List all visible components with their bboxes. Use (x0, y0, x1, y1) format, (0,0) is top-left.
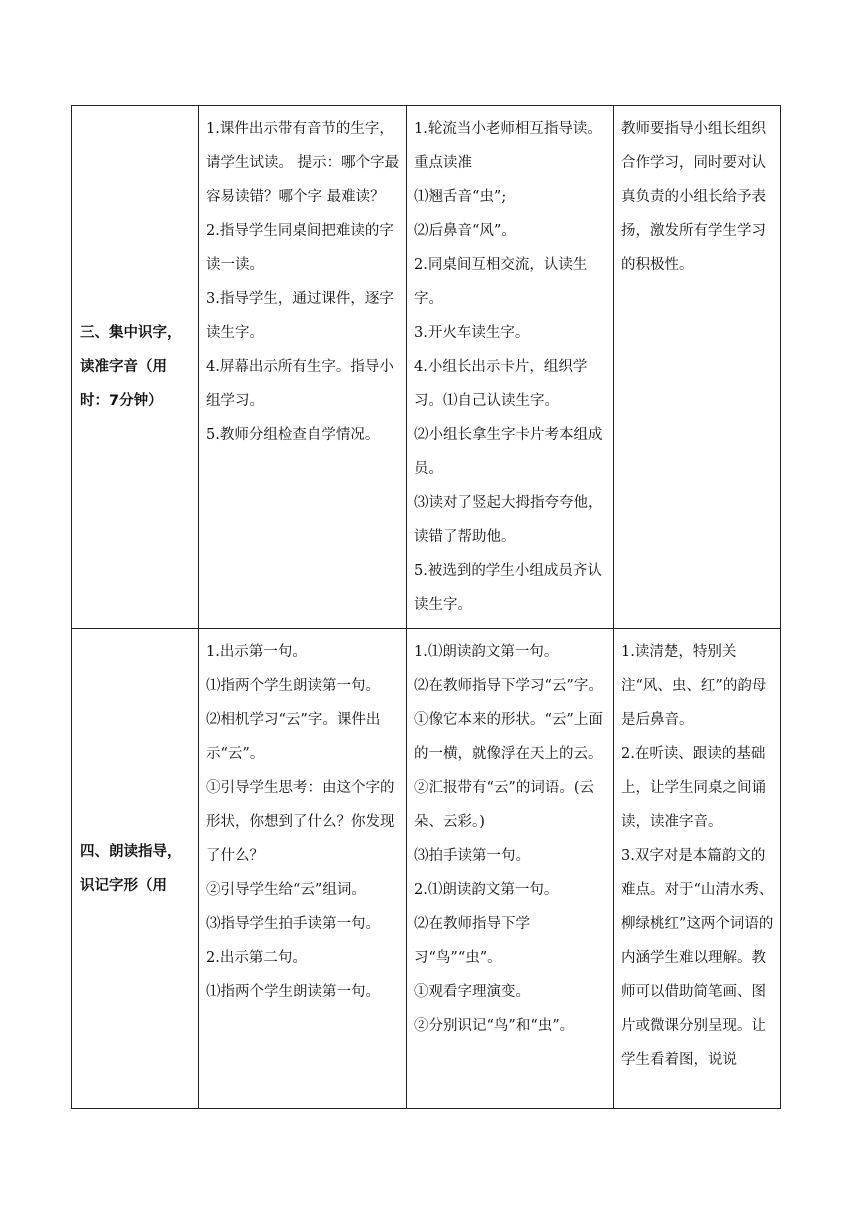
text-line: ⑴指两个学生朗读第一句。 (206, 678, 380, 694)
text-line: 4.小组长出示卡片，组织学习。⑴自己认读生字。 (414, 359, 588, 409)
text-line: 1.轮流当小老师相互指导读。重点读准 (414, 121, 602, 171)
text-line: ⑴翘舌音“虫”; (414, 189, 507, 205)
text-line: 2.同桌间互相交流，认读生字。 (414, 257, 588, 307)
teacher-activity-cell (199, 629, 407, 1109)
design-notes-cell (614, 629, 781, 1109)
text-line: ②分别识记“鸟”和“虫”。 (414, 1018, 575, 1034)
text-line: 2.出示第二句。 (206, 950, 307, 966)
text-line: 2.在听读、跟读的基础上，让学生同桌之间诵读，读准字音。 (621, 746, 766, 830)
text-line: ①观看字理演变。 (414, 984, 530, 1000)
stage-label: 三、集中识字，读准字音（用时：7分钟） (80, 325, 182, 409)
table-row (72, 629, 781, 1109)
student-activity-cell (407, 629, 614, 1109)
text-line: ⑶拍手读第一句。 (414, 848, 530, 864)
student-activity-cell (407, 106, 614, 629)
text-line: ⑶指导学生拍手读第一句。 (206, 916, 380, 932)
stage-cell (72, 106, 199, 629)
stage-cell (72, 629, 199, 1109)
teacher-activity-cell (199, 106, 407, 629)
text-line: 2.⑴朗读韵文第一句。 (414, 882, 559, 898)
text-line: ⑵相机学习“云”字。课件出示“云”。 (206, 712, 381, 762)
text-line: 5.教师分组检查自学情况。 (206, 427, 380, 443)
text-line: ⑴指两个学生朗读第一句。 (206, 984, 380, 1000)
text-line: 2.指导学生同桌间把难读的字读一读。 (206, 223, 394, 273)
text-line: ②引导学生给“云”组词。 (206, 882, 366, 898)
text-line: 3.指导学生，通过课件，逐字读生字。 (206, 291, 394, 341)
lesson-plan-table (71, 105, 781, 1109)
text-line: ⑵在教师指导下学习“鸟”“虫”。 (414, 916, 530, 966)
text-line: 教师要指导小组长组织合作学习，同时要对认真负责的小组长给予表扬，激发所有学生学习的积极性。 (621, 121, 766, 273)
text-line: ①像它本来的形状。“云”上面的一横，就像浮在天上的云。 (414, 712, 603, 762)
text-line: 1.出示第一句。 (206, 644, 307, 660)
text-line: ⑵小组长拿生字卡片考本组成员。 (414, 427, 603, 477)
text-line: ⑵后鼻音“风”。 (414, 223, 516, 239)
text-line: 1.课件出示带有音节的生字，请学生试读。 提示：哪个字最容易读错？哪个字 最难读？ (206, 121, 400, 205)
text-line: ①引导学生思考：由这个字的形状，你想到了什么？你发现了什么？ (206, 780, 395, 864)
text-line: 1.读清楚，特别关注“风、虫、红”的韵母是后鼻音。 (621, 644, 767, 728)
design-notes-cell (614, 106, 781, 629)
text-line: 3.开火车读生字。 (414, 325, 530, 341)
stage-label: 四、朗读指导，识记字形（用 (80, 843, 182, 894)
table-row (72, 106, 781, 629)
text-line: ⑶读对了竖起大拇指夸夸他，读错了帮助他。 (414, 495, 603, 545)
text-line: 3.双字对是本篇韵文的难点。对于“山清水秀、柳绿桃红”这两个词语的内涵学生难以理解。教师可以借助简笔画、图片或微课分别呈现。让学生看着图，说说 (621, 848, 774, 1068)
text-line: ②汇报带有“云”的词语。(云朵、云彩。) (414, 780, 594, 830)
text-line: 4.屏幕出示所有生字。指导小组学习。 (206, 359, 394, 409)
text-line: ⑵在教师指导下学习“云”字。 (414, 678, 603, 694)
text-line: 1.⑴朗读韵文第一句。 (414, 644, 559, 660)
text-line: 5.被选到的学生小组成员齐认读生字。 (414, 563, 602, 613)
